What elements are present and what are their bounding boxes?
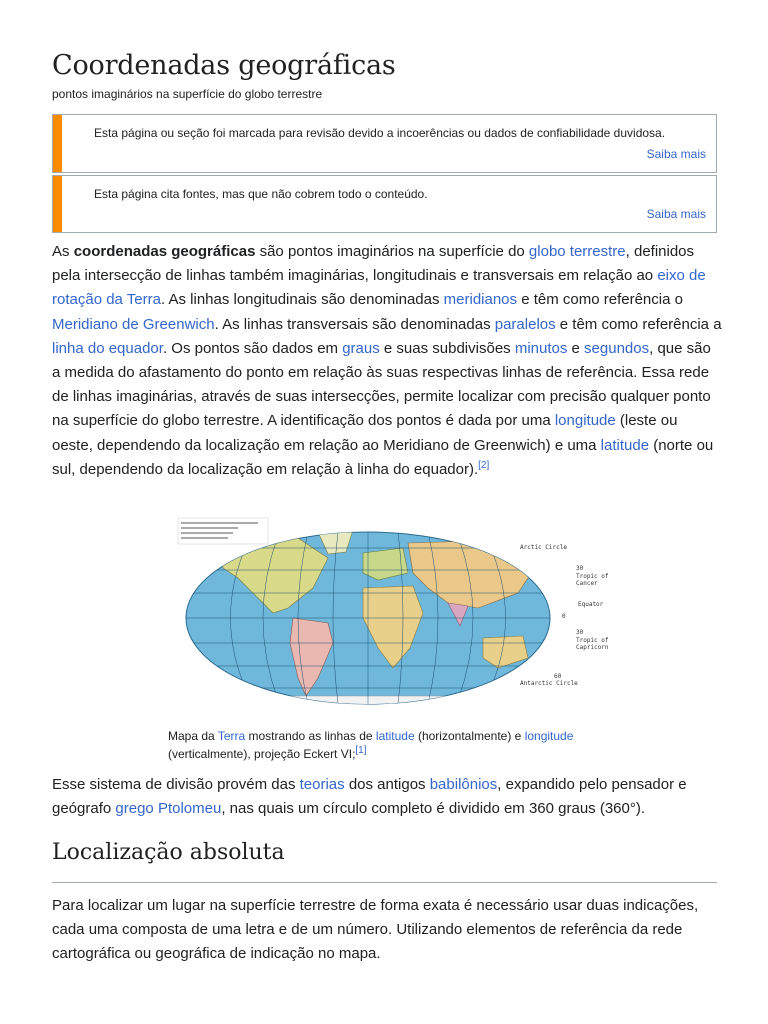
text: (norte ou sul, dependendo da localização em relação à linha do equador).	[52, 436, 714, 478]
link-longitude[interactable]: longitude	[524, 729, 574, 743]
longitude-scale	[283, 710, 453, 718]
link-teorias[interactable]: teorias	[299, 776, 345, 793]
text: mostrando as linhas de	[245, 729, 376, 743]
equator-label: Equator	[578, 601, 604, 608]
tropic-capricorn-label: Tropic of	[576, 637, 609, 644]
link-latitude[interactable]: latitude	[375, 729, 415, 743]
section-divider	[52, 882, 717, 883]
notice-bar	[53, 115, 62, 172]
link-graus[interactable]: graus	[342, 339, 380, 357]
text: e	[567, 339, 585, 357]
map-caption	[168, 727, 608, 763]
text: . As linhas transversais são denominadas	[214, 315, 495, 333]
lat-30n-label: 30	[576, 565, 584, 572]
location-paragraph: Para localizar um lugar na superfície terrestre de forma exata é necessário usar duas indicações, cada uma composta de uma letra e de um número. Utilizando elementos de referência da rede cartográfica ou geográfica de indicação no mapa.	[52, 897, 699, 963]
world-map-image[interactable]	[178, 518, 609, 723]
link-eixo-rotacao[interactable]: eixo de rotação da Terra	[52, 267, 706, 309]
lat-0-label: 0	[562, 613, 566, 620]
text: e têm como referência a	[555, 315, 722, 333]
text: , que são a medida do afastamento do ponto em relação às suas respectivas linhas de referência. Essa rede de linhas imaginárias, através de suas intersecções, permite localizar com precisão qualquer ponto na superfície do globo terrestre. A identificação dos pontos é dada por uma	[52, 339, 711, 430]
saiba-mais-link[interactable]: Saiba mais	[646, 207, 706, 221]
link-minutos[interactable]: minutos	[514, 339, 568, 357]
text: . Os pontos são dados em	[162, 339, 343, 357]
text: (leste ou oeste, dependendo da localização em relação ao Meridiano de Greenwich) e uma	[52, 412, 678, 454]
page-title: Coordenadas geográficas	[52, 50, 396, 81]
history-paragraph	[52, 773, 722, 821]
text: dos antigos	[344, 776, 430, 793]
text: As	[52, 243, 74, 260]
text: (verticalmente), projeção Eckert VI;	[168, 747, 356, 761]
link-globo-terrestre[interactable]: globo terrestre	[528, 243, 626, 260]
antarctic-circle-label: Antarctic Circle	[520, 680, 578, 687]
text: são pontos imaginários na superfície do	[255, 243, 529, 260]
text: , expandido pelo pensador e geógrafo	[52, 776, 687, 818]
map-legend-box	[178, 518, 268, 544]
lat-30s-label: 30	[576, 629, 584, 636]
text: , definidos pela intersecção de linhas também imaginárias, longitudinais e transversais em relação ao	[52, 243, 695, 285]
tropic-capricorn-label-2: Capricorn	[576, 644, 609, 651]
link-ptolomeu[interactable]: Ptolomeu	[157, 800, 222, 818]
link-babilonios[interactable]: babilônios	[429, 776, 498, 793]
text: e têm como referência o	[517, 291, 683, 309]
arctic-circle-label: Arctic Circle	[520, 544, 567, 551]
text: e suas subdivisões	[379, 339, 515, 357]
notice-text: Esta página ou seção foi marcada para revisão devido a incoerências ou dados de confiabilidade duvidosa.	[94, 126, 666, 140]
notice-text: Esta página cita fontes, mas que não cobrem todo o conteúdo.	[94, 187, 428, 201]
link-latitude[interactable]: latitude	[600, 436, 650, 454]
saiba-mais-link[interactable]: Saiba mais	[646, 147, 706, 161]
notice-sources	[52, 175, 717, 233]
link-segundos[interactable]: segundos	[584, 339, 650, 357]
lat-60s-label: 60	[554, 673, 562, 680]
text: (horizontalmente) e	[414, 729, 525, 743]
notice-review	[52, 114, 717, 173]
section-heading: Localização absoluta	[52, 840, 285, 865]
page-subtitle: pontos imaginários na superfície do globo terrestre	[52, 87, 323, 101]
reference-1[interactable]: [1]	[355, 745, 367, 756]
link-meridiano-greenwich[interactable]: Meridiano de Greenwich	[52, 315, 215, 333]
link-longitude[interactable]: longitude	[554, 412, 616, 430]
bold-term: coordenadas geográficas	[73, 243, 256, 260]
link-grego[interactable]: grego	[115, 800, 154, 818]
reference-2[interactable]: [2]	[478, 459, 490, 471]
text: . As linhas longitudinais são denominadas	[160, 291, 444, 309]
link-terra[interactable]: Terra	[217, 729, 246, 743]
tropic-cancer-label: Tropic of	[576, 573, 609, 580]
link-paralelos[interactable]: paralelos	[494, 315, 556, 333]
text: , nas quais um círculo completo é dividido em 360 graus (360°).	[221, 800, 646, 818]
notice-bar	[53, 176, 62, 232]
intro-paragraph	[52, 240, 722, 482]
tropic-cancer-label-2: Cancer	[576, 580, 598, 587]
link-linha-equador[interactable]: linha do equador	[52, 339, 163, 357]
text: Esse sistema de divisão provém das	[52, 776, 300, 793]
text: Mapa da	[168, 729, 218, 743]
link-meridianos[interactable]: meridianos	[443, 291, 518, 309]
